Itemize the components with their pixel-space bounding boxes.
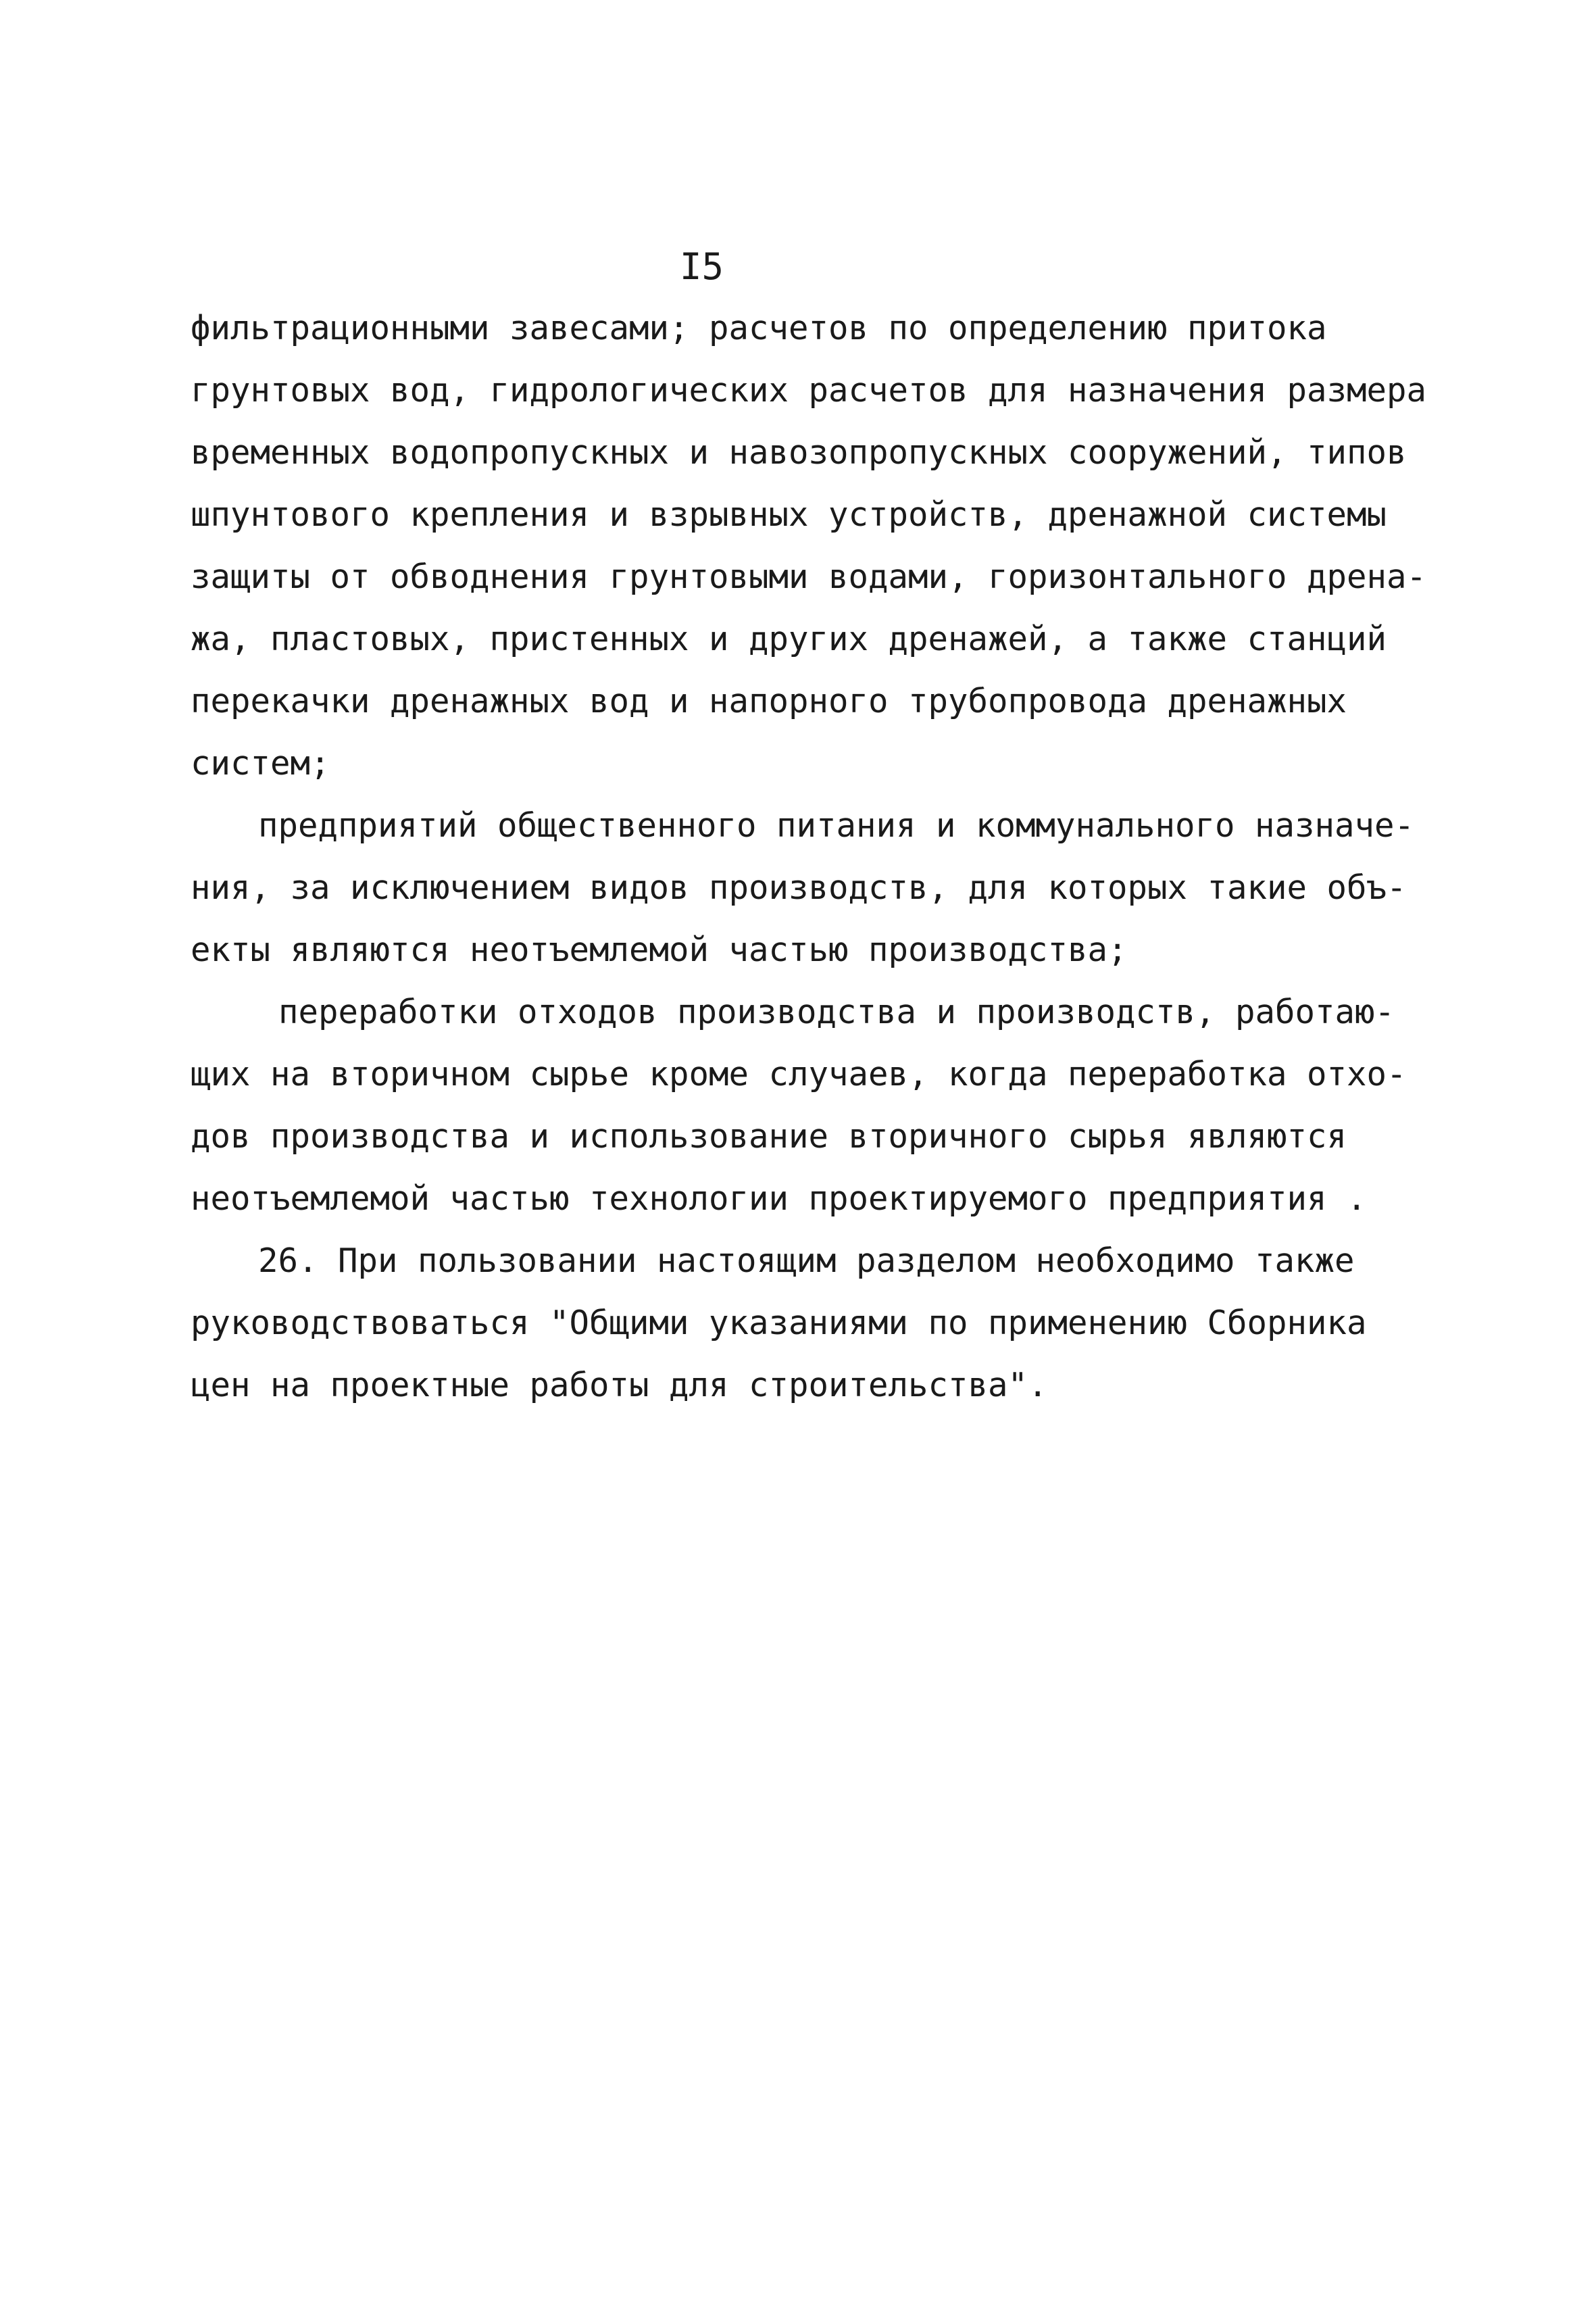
text-line: шпунтового крепления и взрывных устройств, дренажной системы: [191, 495, 1387, 534]
text-line: цен на проектные работы для строительства".: [191, 1366, 1048, 1404]
text-line: фильтрационными завесами; расчетов по определению притока: [191, 309, 1327, 347]
text-line: екты являются неотъемлемой частью производства;: [191, 931, 1128, 969]
text-line: систем;: [191, 744, 330, 783]
paragraph-3: [191, 981, 1474, 1230]
paragraph-4: [191, 1230, 1474, 1417]
text-line: щих на вторичном сырье кроме случаев, когда переработка отхо-: [191, 1055, 1407, 1093]
text-line: ния, за исключением видов производств, для которых такие объ-: [191, 868, 1407, 907]
text-line: перекачки дренажных вод и напорного трубопровода дренажных: [191, 682, 1347, 720]
text-line: переработки отходов производства и производств, работаю-: [278, 993, 1395, 1031]
text-line: грунтовых вод, гидрологических расчетов для назначения размера: [191, 371, 1427, 410]
text-line: неотъемлемой частью технологии проектируемого предприятия .: [191, 1179, 1367, 1218]
page-number: I5: [680, 245, 724, 288]
text-line: защиты от обводнения грунтовыми водами, горизонтального дрена-: [191, 558, 1427, 596]
text-line: дов производства и использование вторичного сырья являются: [191, 1117, 1347, 1156]
paragraph-1: [191, 297, 1474, 795]
text-line: руководствоваться "Общими указаниями по применению Сборника: [191, 1304, 1367, 1342]
body-text: [191, 297, 1474, 1417]
text-line: временных водопропускных и навозопропускных сооружений, типов: [191, 433, 1407, 472]
paragraph-2: [191, 795, 1474, 981]
text-line: 26. При пользовании настоящим разделом необходимо также: [258, 1241, 1355, 1280]
text-line: жа, пластовых, пристенных и других дренажей, а также станций: [191, 620, 1387, 658]
text-line: предприятий общественного питания и коммунального назначе-: [258, 806, 1415, 845]
